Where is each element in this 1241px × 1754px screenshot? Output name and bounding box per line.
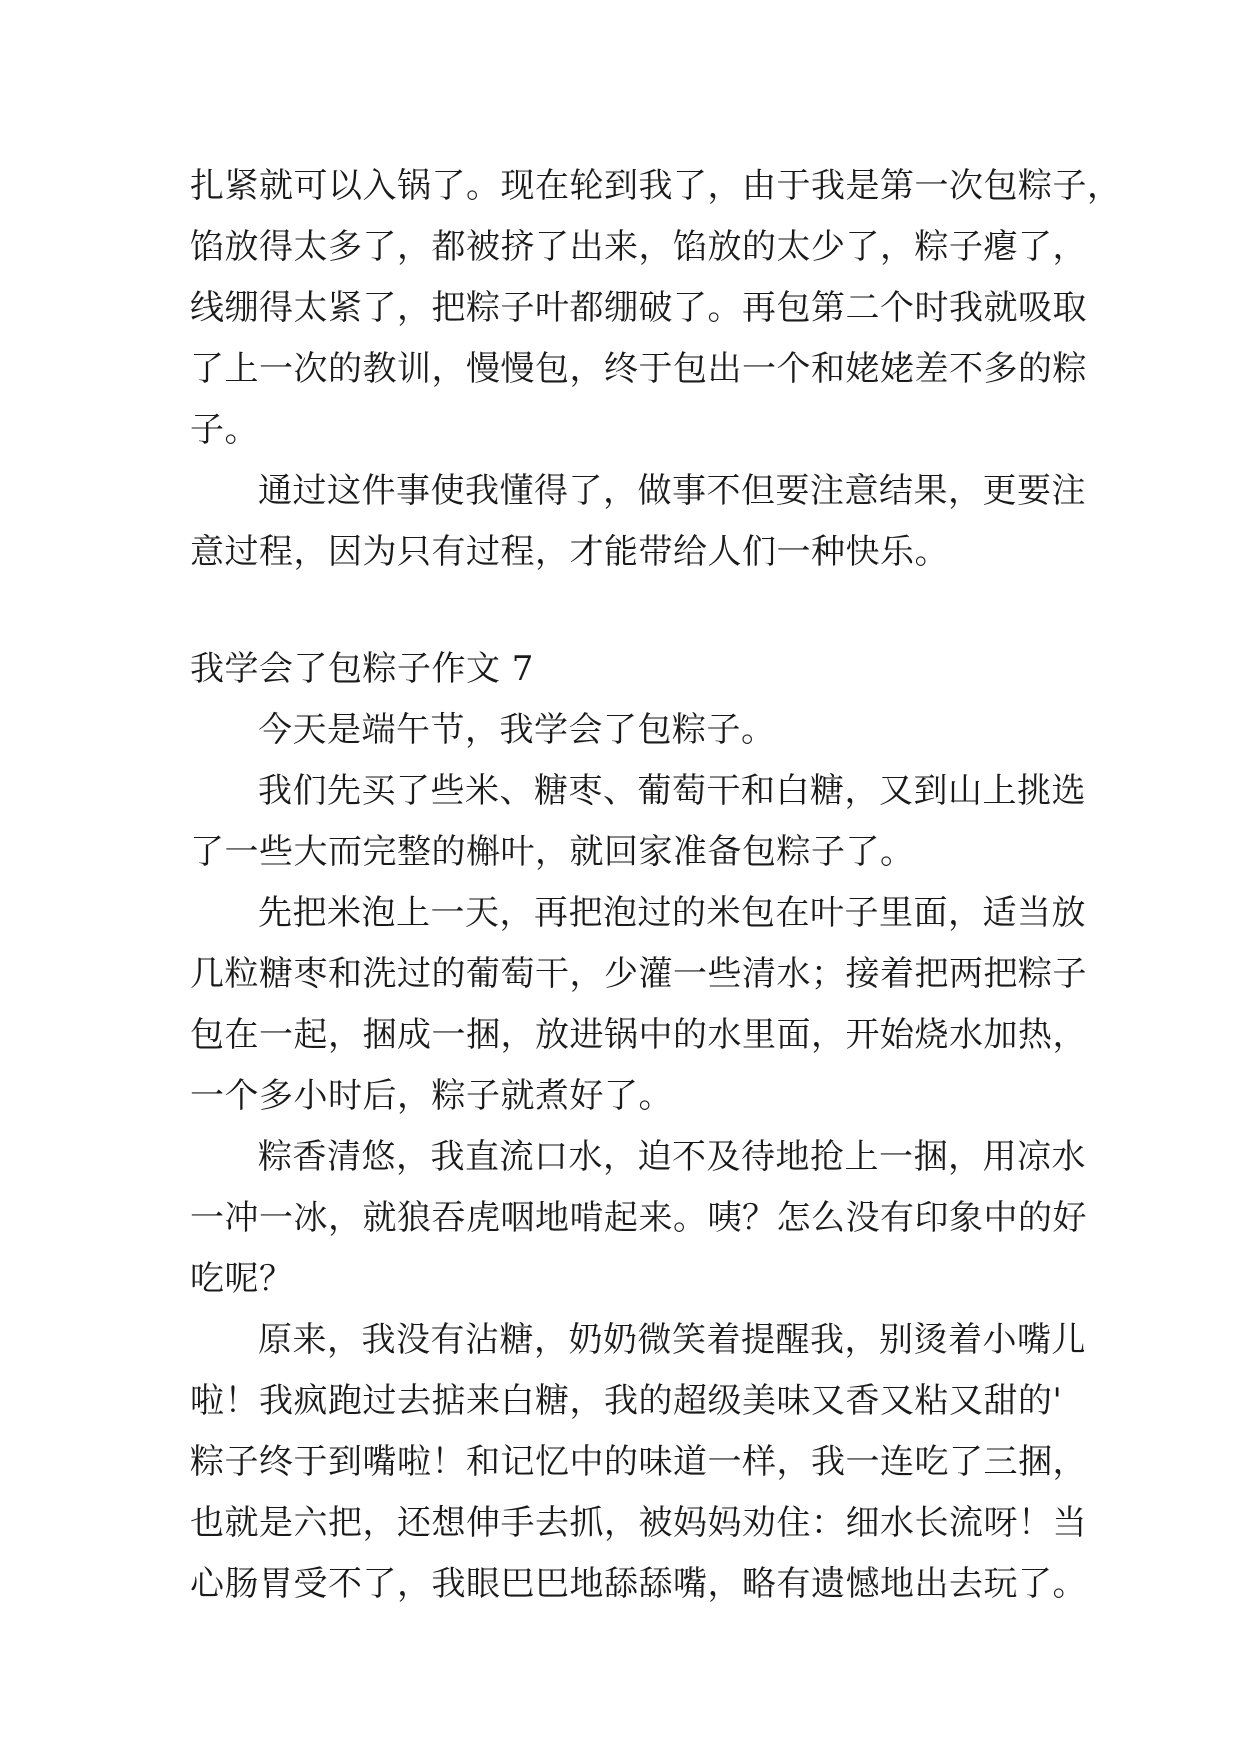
paragraph-line: 心肠胃受不了，我眼巴巴地舔舔嘴，略有遗憾地出去玩了。 — [190, 1564, 1087, 1604]
paragraph-line: 今天是端午节，我学会了包粽子。 — [258, 710, 776, 750]
paragraph-line: 一个多小时后，粽子就煮好了。 — [190, 1076, 673, 1116]
paragraph-line: 包在一起，捆成一捆，放进锅中的水里面，开始烧水加热， — [190, 1015, 1087, 1055]
paragraph-line: 一冲一冰，就狼吞虎咽地啃起来。咦？怎么没有印象中的好 — [190, 1198, 1087, 1238]
paragraph-line: 我们先买了些米、糖枣、葡萄干和白糖，又到山上挑选 — [258, 771, 1086, 811]
paragraph-line: 先把米泡上一天，再把泡过的米包在叶子里面，适当放 — [258, 893, 1086, 933]
paragraph-line: 原来，我没有沾糖，奶奶微笑着提醒我，别烫着小嘴儿 — [258, 1320, 1086, 1360]
paragraph-line: 几粒糖枣和洗过的葡萄干，少灌一些清水；接着把两把粽子 — [190, 954, 1087, 994]
section-spacer — [190, 583, 1070, 639]
document-body — [190, 156, 1122, 1615]
paragraph-line: 子。 — [190, 410, 259, 450]
essay-title: 我学会了包粽子作文 7 — [190, 649, 534, 689]
paragraph-line: 粽香清悠，我直流口水，迫不及待地抢上一捆，用凉水 — [258, 1137, 1086, 1177]
paragraph-line: 也就是六把，还想伸手去抓，被妈妈劝住：细水长流呀！当 — [190, 1503, 1087, 1543]
paragraph-line: 了一些大而完整的槲叶，就回家准备包粽子了。 — [190, 832, 915, 872]
paragraph-line: 吃呢？ — [190, 1259, 294, 1299]
paragraph-line: 扎紧就可以入锅了。现在轮到我了，由于我是第一次包粽子， — [190, 166, 1122, 206]
paragraph-line: 通过这件事使我懂得了，做事不但要注意结果，更要注 — [258, 471, 1086, 511]
paragraph-line: 馅放得太多了，都被挤了出来，馅放的太少了，粽子瘪了， — [190, 227, 1087, 267]
paragraph-line: 线绷得太紧了，把粽子叶都绷破了。再包第二个时我就吸取 — [190, 288, 1087, 328]
paragraph-line: 啦！我疯跑过去掂来白糖，我的超级美味又香又粘又甜的' — [190, 1381, 1063, 1421]
paragraph-line: 粽子终于到嘴啦！和记忆中的味道一样，我一连吃了三捆， — [190, 1442, 1087, 1482]
paragraph-line: 了上一次的教训，慢慢包，终于包出一个和姥姥差不多的粽 — [190, 349, 1087, 389]
paragraph-line: 意过程，因为只有过程，才能带给人们一种快乐。 — [190, 532, 949, 572]
